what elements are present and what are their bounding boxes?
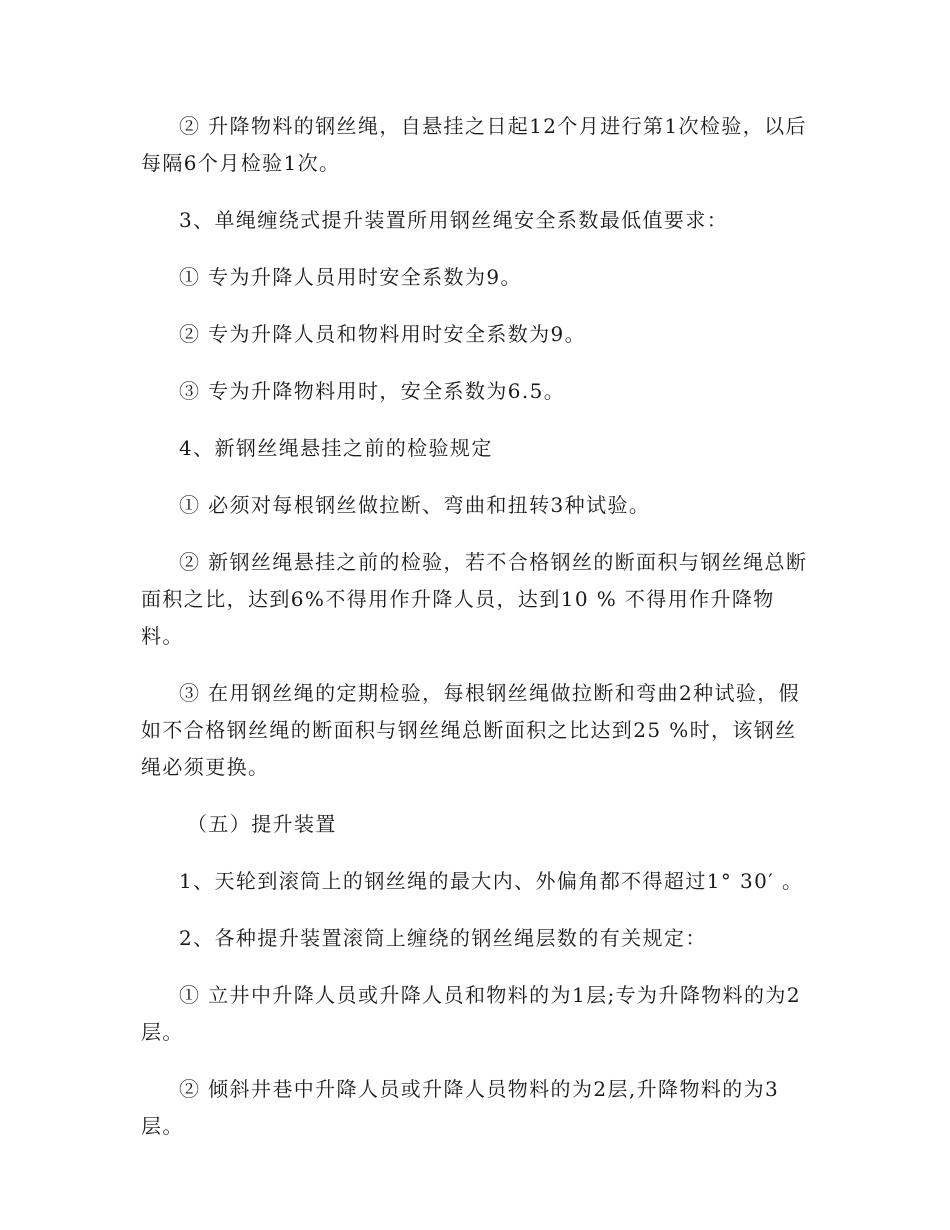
paragraph-three-tests: ① 必须对每根钢丝做拉断、弯曲和扭转3种试验。 [179,493,651,517]
paragraph-new-rope-failure-ratio: ② 新钢丝绳悬挂之前的检验，若不合格钢丝的断面积与钢丝绳总断面积之比，达到6%不得用作升降人员，达到10 % 不得用作升降物料。 [141,550,808,648]
paragraph-safety-factor-material: ③ 专为升降物料用时，安全系数为6.5。 [179,379,566,403]
paragraph-single-rope-safety-factor-title: 3、单绳缠绕式提升装置所用钢丝绳安全系数最低值要求： [179,208,729,232]
paragraph-in-use-rope-inspection: ③ 在用钢丝绳的定期检验，每根钢丝绳做拉断和弯曲2种试验，假如不合格钢丝绳的断面积与钢丝绳总断面积之比达到25 %时，该钢丝绳必须更换。 [141,681,801,779]
section-heading-hoisting-device: （五）提升装置 [187,812,337,836]
paragraph-vertical-shaft-layers: ① 立井中升降人员或升降人员和物料的为1层;专为升降物料的为2层。 [141,983,801,1044]
paragraph-new-rope-inspection-title: 4、新钢丝绳悬挂之前的检验规定 [179,436,493,460]
paragraph-fleet-angle: 1、天轮到滚筒上的钢丝绳的最大内、外偏角都不得超过1° 30′ 。 [179,869,804,893]
paragraph-inclined-shaft-layers: ② 倾斜井巷中升降人员或升降人员物料的为2层,升降物料的为3层。 [141,1077,780,1138]
paragraph-safety-factor-personnel: ① 专为升降人员用时安全系数为9。 [179,265,522,289]
document-body [141,108,811,1165]
paragraph-safety-factor-personnel-material: ② 专为升降人员和物料用时安全系数为9。 [179,322,587,346]
paragraph-drum-layers-title: 2、各种提升装置滚筒上缠绕的钢丝绳层数的有关规定： [179,926,707,950]
paragraph-hoist-material-rope-inspection: ② 升降物料的钢丝绳，自悬挂之日起12个月进行第1次检验，以后每隔6个月检验1次。 [141,114,807,175]
